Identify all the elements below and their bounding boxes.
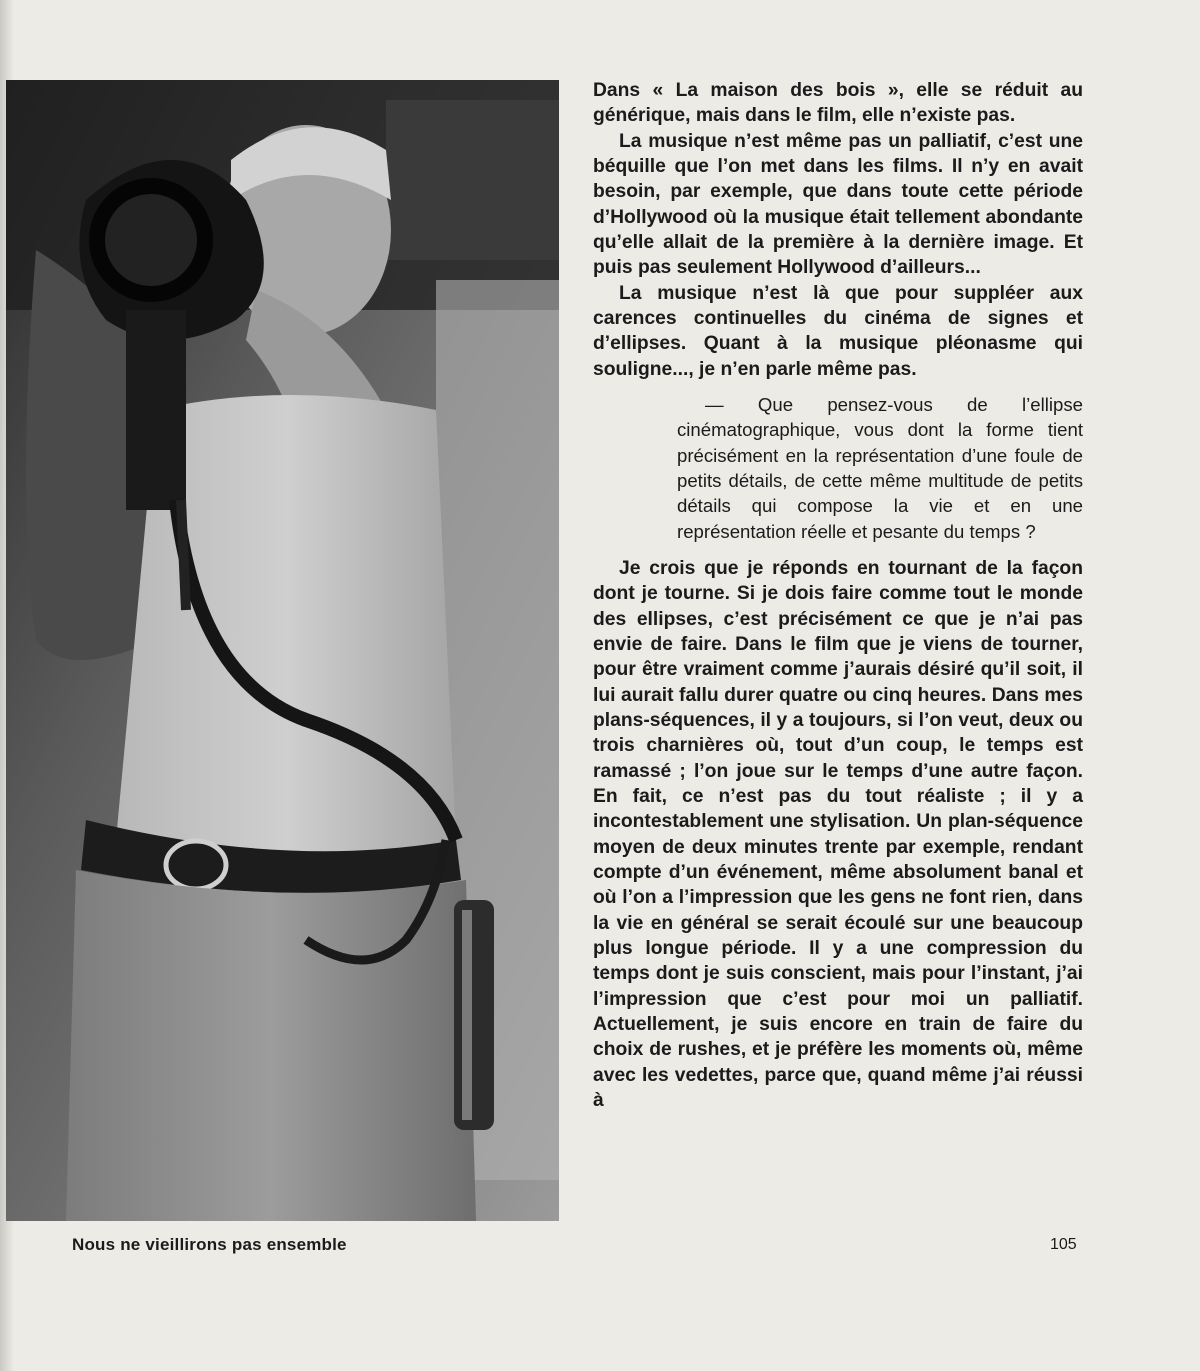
page-number: 105 xyxy=(1050,1236,1077,1253)
photo-caption: Nous ne vieillirons pas ensemble xyxy=(72,1235,347,1254)
man-with-film-camera-photo xyxy=(6,80,559,1221)
answer-paragraph: Je crois que je réponds en tournant de la façon dont je tourne. Si je dois faire comme tout le monde des ellipses, c’est précisément ce que je n’ai pas envie de faire. Dans le film que je viens de tourner, pour être vraiment comme j’aurais désiré qu’il soit, il lui aurait fallu durer quatre ou cinq heures. Dans mes plans-séquences, il y a toujours, si l’on veut, deux ou trois charnières où, tout d’un coup, le temps est ramassé ; l’on joue sur le temps d’une autre façon. En fait, ce n’est pas du tout réaliste ; il y a incontestablement une stylisation. Un plan-séquence moyen de deux minutes trente par exemple, rendant compte d’un événement, même absolument banal et où l’on a l’impression que les gens ne font rien, dans la vie en général se serait écoulé sur une beaucoup plus longue période. Il y a une compression du temps dont je suis conscient, mais pour l’instant, j’ai l’impression que c’est pour moi un palliatif. Actuellement, je suis encore en train de faire du choix de rushes, et je préfère les moments où, même avec les vedettes, parce que, quand même j’ai réussi à xyxy=(593,557,1083,1112)
answer-paragraph: La musique n’est même pas un palliatif, c’est une béquille que l’on met dans les films. Il n’y en avait besoin, par exemple, que dans toute cette période d’Hollywood où la musique était tellement abondante qu’elle allait de la première à la dernière image. Et puis pas seulement Hollywood d’ailleurs... xyxy=(593,130,1083,279)
answer-paragraph: La musique n’est là que pour suppléer aux carences continuelles du cinéma de signes et d’ellipses. Quant à la musique pléonasme qui souligne..., je n’en parle même pas. xyxy=(593,282,1083,380)
answer-paragraph: Dans « La maison des bois », elle se réduit au générique, mais dans le film, elle n’existe pas. xyxy=(593,80,1083,127)
interview-question: — Que pensez-vous de l’ellipse cinématographique, vous dont la forme tient précisément en la représentation d’une foule de petits détails, de cette même multitude de petits détails qui compose la vie et en une représentation réelle et pesante du temps ? xyxy=(677,394,1083,542)
article-text xyxy=(593,78,1083,1113)
